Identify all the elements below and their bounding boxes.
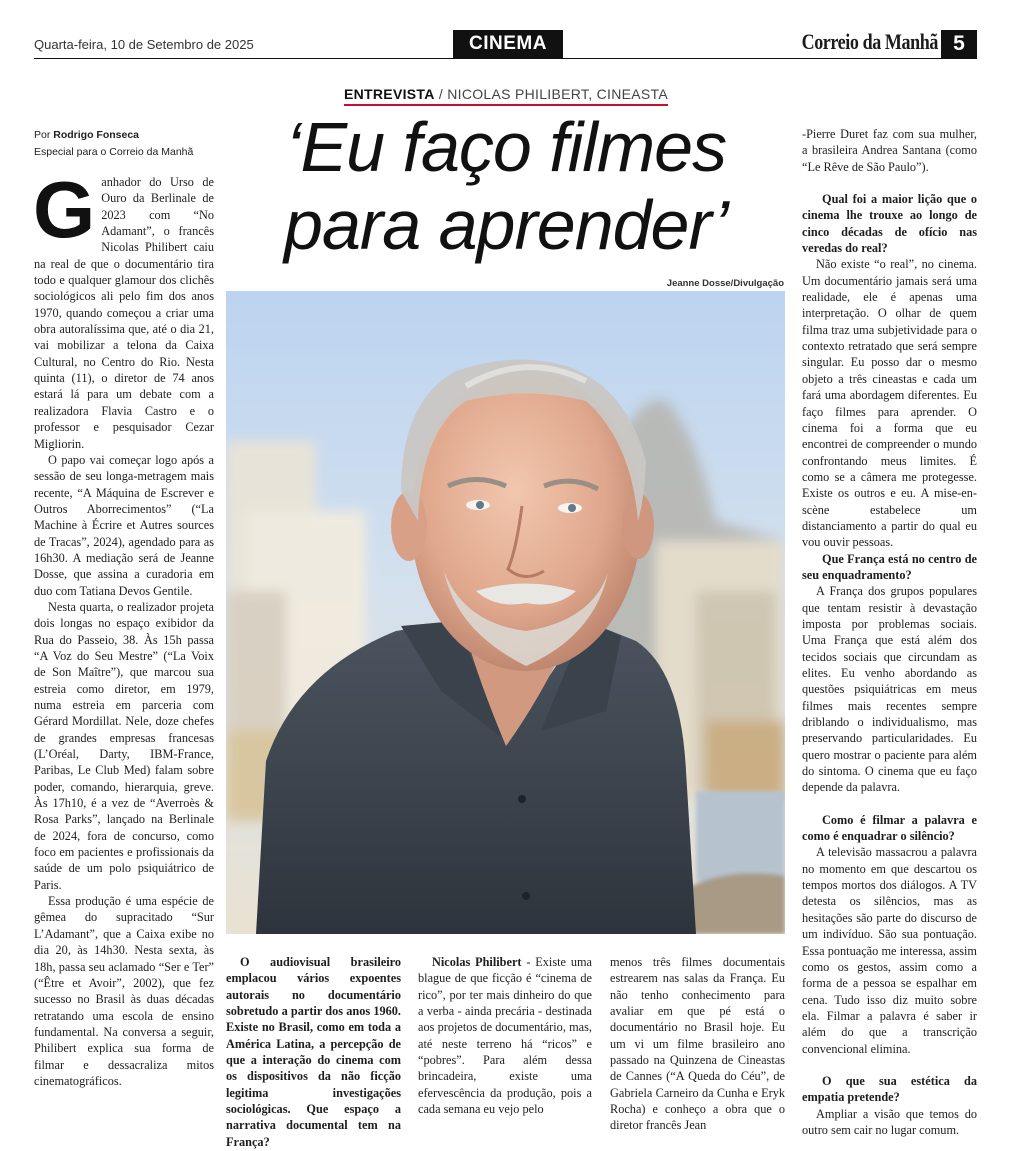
interview-question: Como é filmar a palavra e como é enquadrar o silêncio? bbox=[802, 812, 977, 844]
interview-answer-continued bbox=[610, 954, 785, 1134]
headline-line-2: para aprender’ bbox=[284, 186, 728, 264]
byline bbox=[34, 127, 214, 161]
byline-prefix: Por bbox=[34, 129, 54, 141]
byline-author: Rodrigo Fonseca bbox=[53, 129, 140, 141]
answer-text-part-2: menos três filmes documentais estrearem nas salas da França. Eu não tenho conhecimento para avaliar em que pé está o documentário no Brasil hoje. Eu um vi um filme brasileiro ano passado na Quinzena de Cineastas de Cannes (“A Queda do Céu”, de Gabriela Carneiro da Cunha e Eryk Rocha) e conheço a obra que o diretor francês Jean bbox=[610, 955, 785, 1133]
interview-question: Que França está no centro de seu enquadramento? bbox=[802, 551, 977, 582]
headline-line-1: ‘Eu faço filmes bbox=[285, 108, 727, 186]
byline-role: Especial para o Correio da Manhã bbox=[34, 146, 194, 158]
photo-credit: Jeanne Dosse/Divulgação bbox=[666, 278, 784, 289]
article-column-1 bbox=[33, 165, 214, 1089]
header-rule bbox=[34, 58, 977, 59]
portrait-illustration bbox=[226, 291, 785, 934]
headline bbox=[226, 108, 786, 264]
kicker-separator: / bbox=[434, 86, 448, 102]
article-column-2 bbox=[226, 954, 401, 1150]
answer-text-part-3: -Pierre Duret faz com sua mulher, a brasileira Andrea Santana (como “Le Rêve de São Paulo”). bbox=[802, 127, 977, 174]
paragraph: O papo vai começar logo após a sessão de seu longa-metragem mais recente, “A Máquina de Escrever e Outros Aborrecimentos” (“La Machine à Écrire et Autres sources de Tracas”, 2024), agendado para as 16h30. A mediação será de Jeanne Dosse, que assina a curadoria em duo com Tatiana Devos Gentile. bbox=[34, 452, 214, 598]
page-number: 5 bbox=[941, 30, 977, 58]
issue-date: Quarta-feira, 10 de Setembro de 2025 bbox=[34, 37, 254, 52]
interview-answer-tail bbox=[802, 126, 977, 175]
newspaper-name[interactable]: Correio da Manhã bbox=[801, 29, 938, 54]
paragraph: Nesta quarta, o realizador projeta dois longas no espaço exibidor da Rua do Passeio, 38. Às 15h passa “A Voz do Seu Mestre” (“La Voix de Son Maître”), que marcou sua estreia como diretor, em 1979, numa estreia em parceria com Gérard Mordillat. Nele, doze chefes de grandes empresas francesas (L’Oréal, Darty, IBM-France, Paribas, Le Club Med) falam sobre poder, comando, hierarquia, greve. Às 17h10, é a vez de “Averroès & Rosa Parks”, lançado na Berlinale de 2024, fora de concurso, como foco em pacientes e profissionais da saúde de um polo psiquiátrico de Paris. bbox=[34, 599, 214, 892]
speaker-name: Nicolas Philibert bbox=[432, 955, 522, 969]
answer-text-part-1: - Existe uma blague de que ficção é “cinema de rico”, por ter mais dinheiro do que a verba - ainda precária - destinada aos projetos de documentário, mas, até neste terreno há “ricos” e “pobres”. Para além dessa brincadeira, existe uma efervescência da produção, pois a cada semana eu vejo pelo bbox=[418, 955, 592, 1117]
interview-answer: A televisão massacrou a palavra no momento em que descartou os tempos mortos dos diálogos. A TV detesta os silêncios, mas as hesitações são parte do discurso de um indivíduo. São sua pontuação. Essa pontuação me interessa, assim como os gestos, assim como a forma de a pessoa se espalhar em cena. Tudo isso diz muito sobre ela. Filmar a palavra é saber ir além do que a transcrição convencional elimina. bbox=[802, 845, 977, 1056]
article-column-4 bbox=[610, 954, 785, 1134]
kicker-subject: NICOLAS PHILIBERT, CINEASTA bbox=[447, 86, 668, 102]
article-column-3 bbox=[418, 954, 592, 1117]
paragraph-intro: anhador do Urso de Ouro da Berlinale de 2023 com “No Adamant”, o francês Nicolas Philibert caiu na real de que o documentário tira todo e qualquer glamour dos clichês sociológicos ali pelo fim dos anos 1970, quando começou a criar uma obra autoralíssima que, até o dia 21, vai mobilizar a telona da Caixa Cultural, no Centro do Rio. Nesta quinta (11), o diretor de 74 anos estará lá para um debate com a realizadora Flavia Castro e o professor e pesquisador Cezar Migliorin. bbox=[34, 175, 214, 451]
section-label[interactable]: CINEMA bbox=[453, 30, 563, 58]
interview-question: O audiovisual brasileiro emplacou vários expoentes autorais no documentário sobretudo a partir dos anos 1960. Existe no Brasil, como em toda a América Latina, a percepção de que a interação do cinema com os dispositivos da não ficção legitima investigações sociológicas. Que espaço a narrativa documental tem na França? bbox=[226, 955, 401, 1149]
interview-answer: Não existe “o real”, no cinema. Um documentário jamais será uma realidade, ele é apenas uma interpretação. O olhar de quem filma traz uma subjetividade para o contexto retratado que será sempre singular. Eu posso dar o mesmo objeto a três cineastas e cada um fará uma abordagem diferentes. Eu faço filmes para aprender. O cinema foi a forma que eu encontrei de compreender o mundo confrontando meus limites. É como se a câmera me protegesse. Existe os outros e eu. A mise-en-scène estabelece um distanciamento a partir do qual eu vou ouvir pessoas. bbox=[802, 257, 977, 550]
drop-cap: G bbox=[33, 165, 96, 254]
article-column-5 bbox=[802, 126, 977, 1138]
article-kicker bbox=[226, 86, 786, 106]
interview-answer: A França dos grupos populares que tentam resistir à devastação imposta por problemas sociais. Uma França que está além dos tecidos sociais que circundam as elites. Eu venho abordando as questões psiquiátricas em meus filmes mais recentes sempre driblando o individualismo, mas preservando particularidades. Eu quero mostrar o paciente para além do sintoma. O cinema que eu faço depende da palavra. bbox=[802, 584, 977, 795]
interview-answer: Ampliar a visão que temos do outro sem cair no lugar comum. bbox=[802, 1106, 977, 1137]
interview-question: O que sua estética da empatia pretende? bbox=[802, 1073, 977, 1105]
kicker-label: ENTREVISTA bbox=[344, 86, 435, 102]
interview-question: Qual foi a maior lição que o cinema lhe trouxe ao longo de cinco décadas de ofício nas veredas do real? bbox=[802, 192, 977, 256]
paragraph: Essa produção é uma espécie de gêmea do supracitado “Sur L’Adamant”, que a Caixa exibe no dia 20, às 14h30. Nesta sexta, às 18h, passa seu aclamado “Ser e Ter” (“Être et Avoir”, 2002), que fez sucesso no Brasil às duas décadas retratando uma escola de ensino fundamental. Na conversa a seguir, Philibert explica sua forma de filmar e dessacraliza mitos cinematográficos. bbox=[34, 894, 214, 1088]
portrait-photo[interactable] bbox=[226, 291, 785, 934]
interview-answer bbox=[418, 954, 592, 1117]
